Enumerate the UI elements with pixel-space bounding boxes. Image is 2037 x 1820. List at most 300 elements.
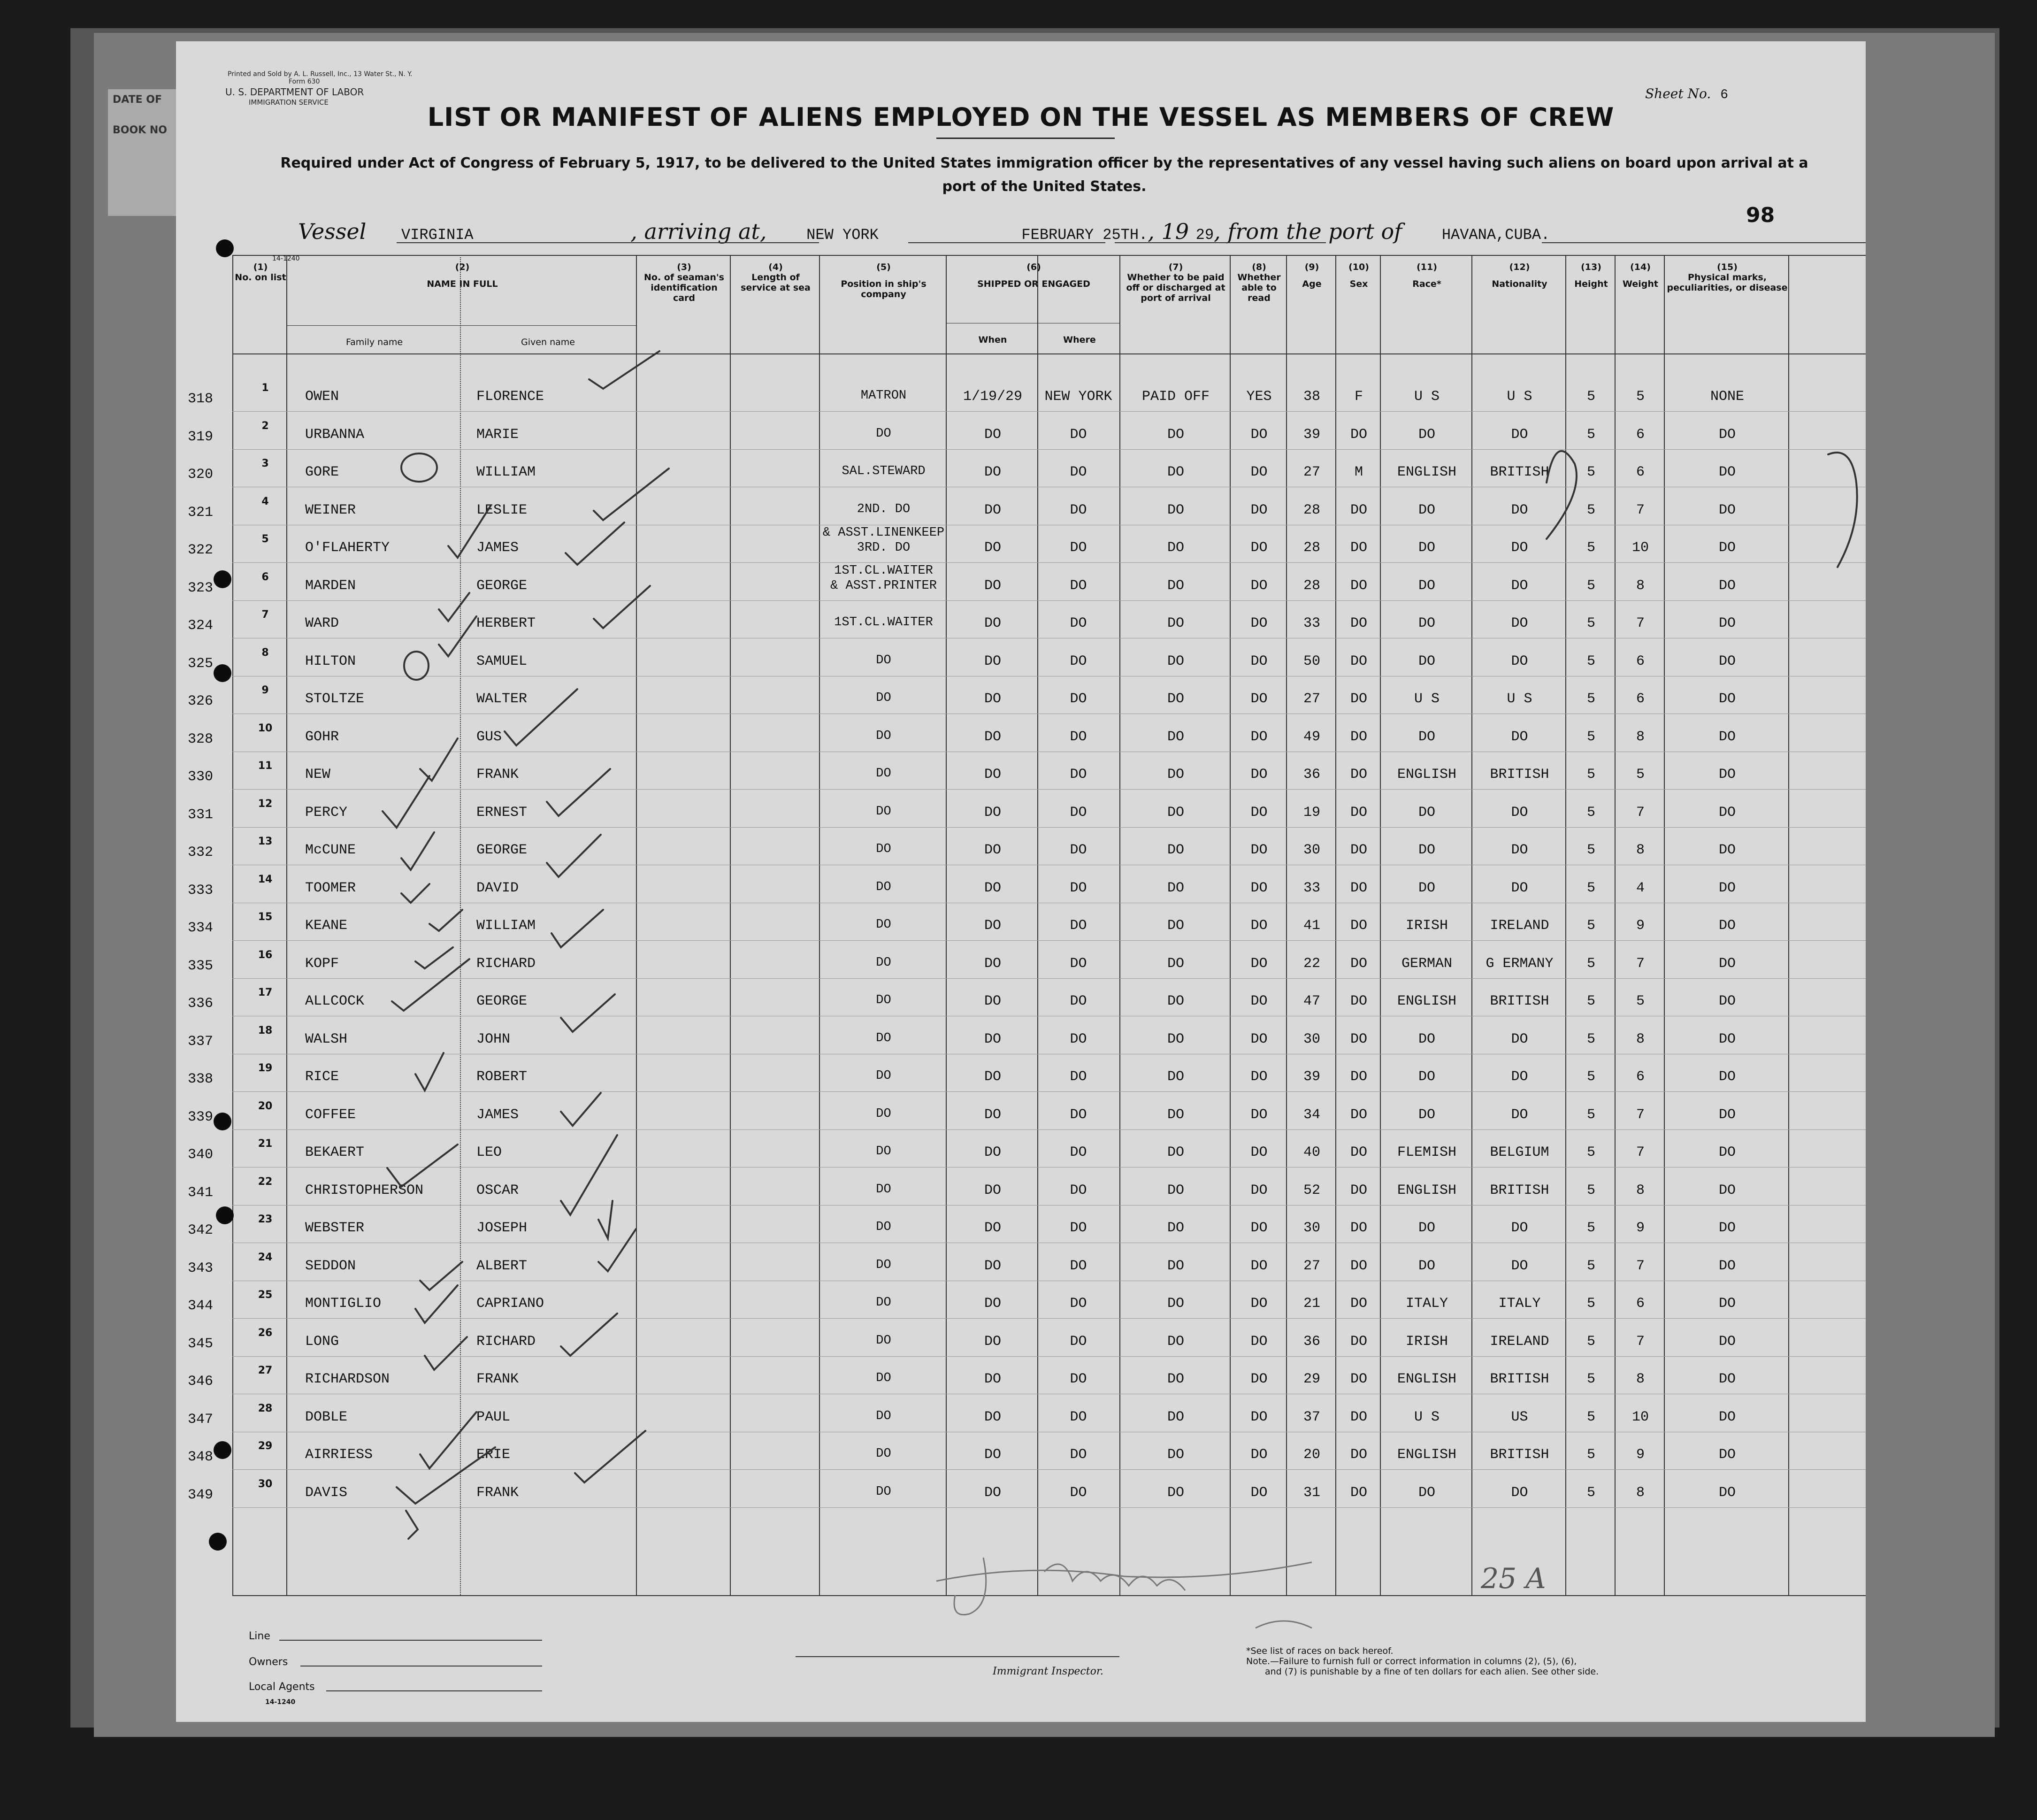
line-fill bbox=[279, 1640, 542, 1641]
row-ref-number: 333 bbox=[188, 882, 214, 898]
cell-given: JOHN bbox=[476, 1031, 511, 1047]
cell-when: DO bbox=[984, 729, 1001, 745]
cell-given: GEORGE bbox=[476, 842, 528, 858]
cell-when: DO bbox=[984, 880, 1001, 896]
cell-race: DO bbox=[1418, 1031, 1435, 1047]
cell-nat: DO bbox=[1511, 577, 1528, 594]
arrival-port: NEW YORK bbox=[806, 226, 879, 244]
col-header-10: (10) Sex bbox=[1348, 262, 1369, 289]
cell-sex: M bbox=[1354, 464, 1363, 480]
cell-sex: DO bbox=[1350, 1031, 1367, 1047]
cell-nat: BRITISH bbox=[1490, 1447, 1549, 1463]
cell-where: DO bbox=[1070, 1144, 1087, 1160]
cell-marks: NONE bbox=[1710, 389, 1744, 405]
cell-paid: DO bbox=[1167, 464, 1184, 480]
col-header-13: (13) Height bbox=[1574, 262, 1608, 289]
row-list-number: 10 bbox=[258, 722, 273, 734]
cell-paid: DO bbox=[1167, 1144, 1184, 1160]
cell-when: DO bbox=[984, 1031, 1001, 1047]
cell-sex: DO bbox=[1350, 502, 1367, 518]
cell-when: DO bbox=[984, 615, 1001, 631]
cell-marks: DO bbox=[1718, 1371, 1736, 1387]
cell-age: 30 bbox=[1303, 1031, 1320, 1047]
cell-paid: DO bbox=[1167, 955, 1184, 972]
cell-weight: 6 bbox=[1636, 691, 1645, 707]
cell-sex: DO bbox=[1350, 1220, 1367, 1236]
cell-paid: DO bbox=[1167, 502, 1184, 518]
row-ref-number: 321 bbox=[188, 504, 214, 521]
vessel-line: Vessel VIRGINIA , arriving at, NEW YORK FEBRUARY 25TH., 19 29, from the port of HAVANA,CUBA. bbox=[298, 219, 1550, 244]
sheet-number: Sheet No. 6 bbox=[1645, 86, 1729, 102]
cell-read: DO bbox=[1250, 502, 1268, 518]
col-header-6: (6) SHIPPED OR ENGAGED bbox=[977, 262, 1090, 289]
cell-position: DO bbox=[876, 1371, 891, 1385]
cell-read: DO bbox=[1250, 1371, 1268, 1387]
cell-height: 5 bbox=[1586, 1333, 1595, 1350]
row-ref-number: 338 bbox=[188, 1071, 214, 1087]
cell-when: DO bbox=[984, 1333, 1001, 1350]
row-list-number: 12 bbox=[258, 798, 273, 810]
cell-race: DO bbox=[1418, 1484, 1435, 1501]
cell-read: DO bbox=[1250, 653, 1268, 669]
row-ref-number: 345 bbox=[188, 1336, 214, 1352]
cell-read: DO bbox=[1250, 1220, 1268, 1236]
cell-race: GERMAN bbox=[1401, 955, 1453, 972]
cell-age: 33 bbox=[1303, 880, 1320, 896]
cell-sex: DO bbox=[1350, 426, 1367, 443]
cell-paid: DO bbox=[1167, 1447, 1184, 1463]
row-ref-number: 344 bbox=[188, 1298, 214, 1314]
cell-age: 33 bbox=[1303, 615, 1320, 631]
cell-position: DO bbox=[876, 1258, 891, 1272]
agents-fill bbox=[326, 1690, 542, 1691]
cell-family: WALSH bbox=[305, 1031, 348, 1047]
cell-given: LEO bbox=[476, 1144, 502, 1160]
cell-family: OWEN bbox=[305, 389, 339, 405]
row-list-number: 19 bbox=[258, 1062, 273, 1074]
cell-age: 27 bbox=[1303, 691, 1320, 707]
cell-position: DO bbox=[876, 653, 891, 668]
cell-read: DO bbox=[1250, 767, 1268, 783]
row-list-number: 4 bbox=[261, 495, 269, 507]
cell-read: DO bbox=[1250, 577, 1268, 594]
cell-when: DO bbox=[984, 1409, 1001, 1425]
row-list-number: 23 bbox=[258, 1213, 273, 1225]
cell-family: KOPF bbox=[305, 955, 339, 972]
cell-paid: DO bbox=[1167, 1220, 1184, 1236]
cell-race: DO bbox=[1418, 1220, 1435, 1236]
cell-weight: 6 bbox=[1636, 426, 1645, 443]
cell-weight: 8 bbox=[1636, 1371, 1645, 1387]
cell-nat: DO bbox=[1511, 729, 1528, 745]
row-list-number: 17 bbox=[258, 987, 273, 998]
cell-race: DO bbox=[1418, 804, 1435, 821]
cell-height: 5 bbox=[1586, 691, 1595, 707]
col-header-12: (12) Nationality bbox=[1492, 262, 1547, 289]
cell-read: DO bbox=[1250, 729, 1268, 745]
row-ref-number: 319 bbox=[188, 429, 214, 445]
cell-race: DO bbox=[1418, 615, 1435, 631]
cell-marks: DO bbox=[1718, 918, 1736, 934]
row-ref-number: 328 bbox=[188, 731, 214, 747]
cell-paid: PAID OFF bbox=[1141, 389, 1210, 405]
cell-height: 5 bbox=[1586, 464, 1595, 480]
cell-given: FLORENCE bbox=[476, 389, 544, 405]
cell-race: DO bbox=[1418, 502, 1435, 518]
agents-label: Local Agents bbox=[249, 1681, 315, 1693]
row-ref-number: 318 bbox=[188, 391, 214, 407]
row-list-number: 6 bbox=[261, 571, 269, 583]
cell-given: LESLIE bbox=[476, 502, 528, 518]
cell-given: MARIE bbox=[476, 426, 519, 443]
cell-marks: DO bbox=[1718, 729, 1736, 745]
cell-age: 49 bbox=[1303, 729, 1320, 745]
cell-sex: DO bbox=[1350, 1069, 1367, 1085]
cell-given: PAUL bbox=[476, 1409, 511, 1425]
arrival-year: 29 bbox=[1195, 226, 1214, 244]
cell-race: FLEMISH bbox=[1397, 1144, 1457, 1160]
cell-position: 2ND. DO bbox=[857, 502, 911, 516]
cell-position: DO bbox=[876, 1333, 891, 1348]
row-list-number: 11 bbox=[258, 760, 273, 772]
cell-nat: DO bbox=[1511, 842, 1528, 858]
cell-given: WILLIAM bbox=[476, 918, 536, 934]
cell-given: JAMES bbox=[476, 540, 519, 556]
cell-paid: DO bbox=[1167, 767, 1184, 783]
cell-nat: DO bbox=[1511, 1258, 1528, 1274]
cell-paid: DO bbox=[1167, 1031, 1184, 1047]
cell-family: AIRRIESS bbox=[305, 1447, 373, 1463]
cell-marks: DO bbox=[1718, 880, 1736, 896]
cell-marks: DO bbox=[1718, 615, 1736, 631]
cell-age: 41 bbox=[1303, 918, 1320, 934]
cell-age: 20 bbox=[1303, 1447, 1320, 1463]
row-ref-number: 324 bbox=[188, 618, 214, 634]
handwritten-count: 25 A bbox=[1481, 1562, 1546, 1595]
cell-weight: 8 bbox=[1636, 1031, 1645, 1047]
cell-race: DO bbox=[1418, 577, 1435, 594]
cell-weight: 7 bbox=[1636, 955, 1645, 972]
cell-race: DO bbox=[1418, 842, 1435, 858]
row-ref-number: 335 bbox=[188, 958, 214, 974]
cell-weight: 8 bbox=[1636, 577, 1645, 594]
cell-marks: DO bbox=[1718, 993, 1736, 1009]
cell-family: WEINER bbox=[305, 502, 356, 518]
cell-paid: DO bbox=[1167, 653, 1184, 669]
cell-read: DO bbox=[1250, 1484, 1268, 1501]
cell-marks: DO bbox=[1718, 1182, 1736, 1198]
cell-family: KEANE bbox=[305, 918, 348, 934]
cell-sex: DO bbox=[1350, 1409, 1367, 1425]
cell-family: MARDEN bbox=[305, 577, 356, 594]
cell-weight: 8 bbox=[1636, 729, 1645, 745]
cell-nat: U S bbox=[1507, 389, 1532, 405]
cell-position: DO bbox=[876, 1484, 891, 1499]
cell-family: HILTON bbox=[305, 653, 356, 669]
cell-given: FRANK bbox=[476, 1371, 519, 1387]
cell-given: OSCAR bbox=[476, 1182, 519, 1198]
cell-given: RICHARD bbox=[476, 1333, 536, 1350]
cell-weight: 7 bbox=[1636, 502, 1645, 518]
cell-sex: DO bbox=[1350, 691, 1367, 707]
cell-nat: DO bbox=[1511, 1220, 1528, 1236]
cell-where: DO bbox=[1070, 1296, 1087, 1312]
cell-where: DO bbox=[1070, 1409, 1087, 1425]
row-ref-number: 337 bbox=[188, 1033, 214, 1050]
cell-where: DO bbox=[1070, 502, 1087, 518]
cell-read: DO bbox=[1250, 1258, 1268, 1274]
cell-where: DO bbox=[1070, 955, 1087, 972]
row-ref-number: 343 bbox=[188, 1260, 214, 1276]
cell-when: 1/19/29 bbox=[963, 389, 1023, 405]
cell-position: DO bbox=[876, 842, 891, 856]
row-list-number: 14 bbox=[258, 873, 273, 885]
col-header-4: (4) Length of service at sea bbox=[741, 262, 811, 293]
cell-paid: DO bbox=[1167, 842, 1184, 858]
row-ref-number: 339 bbox=[188, 1109, 214, 1125]
cell-where: DO bbox=[1070, 577, 1087, 594]
row-list-number: 26 bbox=[258, 1327, 273, 1339]
cell-read: DO bbox=[1250, 1296, 1268, 1312]
line-label: Line bbox=[249, 1630, 270, 1642]
cell-read: DO bbox=[1250, 1144, 1268, 1160]
cell-family: PERCY bbox=[305, 804, 348, 821]
row-list-number: 13 bbox=[258, 836, 273, 847]
cell-weight: 9 bbox=[1636, 918, 1645, 934]
pen-check-marks bbox=[176, 41, 1866, 1722]
departure-port: HAVANA,CUBA. bbox=[1441, 226, 1550, 244]
cell-read: DO bbox=[1250, 615, 1268, 631]
row-ref-number: 346 bbox=[188, 1374, 214, 1390]
cell-family: CHRISTOPHERSON bbox=[305, 1182, 424, 1198]
cell-where: DO bbox=[1070, 464, 1087, 480]
row-list-number: 16 bbox=[258, 949, 273, 961]
service: IMMIGRATION SERVICE bbox=[249, 98, 329, 107]
col-header-8: (8) Whether able to read bbox=[1237, 262, 1281, 303]
cell-weight: 7 bbox=[1636, 1258, 1645, 1274]
cell-nat: DO bbox=[1511, 1031, 1528, 1047]
cell-sex: DO bbox=[1350, 767, 1367, 783]
row-list-number: 18 bbox=[258, 1024, 273, 1037]
cell-marks: DO bbox=[1718, 1296, 1736, 1312]
cell-position: DO bbox=[876, 804, 891, 819]
cell-weight: 8 bbox=[1636, 1484, 1645, 1501]
cell-marks: DO bbox=[1718, 1220, 1736, 1236]
binding-hole bbox=[216, 1206, 234, 1224]
cell-age: 36 bbox=[1303, 767, 1320, 783]
cell-weight: 4 bbox=[1636, 880, 1645, 896]
row-list-number: 27 bbox=[258, 1365, 273, 1376]
cell-given: WALTER bbox=[476, 691, 528, 707]
cell-position: DO bbox=[876, 767, 891, 781]
cell-sex: DO bbox=[1350, 615, 1367, 631]
cell-family: McCUNE bbox=[305, 842, 356, 858]
cell-when: DO bbox=[984, 1182, 1001, 1198]
cell-read: DO bbox=[1250, 993, 1268, 1009]
cell-sex: DO bbox=[1350, 880, 1367, 896]
cell-read: DO bbox=[1250, 1333, 1268, 1350]
cell-height: 5 bbox=[1586, 1371, 1595, 1387]
row-list-number: 7 bbox=[261, 609, 269, 621]
cell-race: DO bbox=[1418, 729, 1435, 745]
cell-marks: DO bbox=[1718, 426, 1736, 443]
cell-weight: 7 bbox=[1636, 804, 1645, 821]
cell-paid: DO bbox=[1167, 804, 1184, 821]
cell-read: DO bbox=[1250, 918, 1268, 934]
cell-height: 5 bbox=[1586, 1447, 1595, 1463]
inspector-signature-line bbox=[796, 1656, 1119, 1657]
cell-age: 22 bbox=[1303, 955, 1320, 972]
cell-marks: DO bbox=[1718, 502, 1736, 518]
cell-race: DO bbox=[1418, 540, 1435, 556]
row-list-number: 28 bbox=[258, 1402, 273, 1414]
cell-height: 5 bbox=[1586, 653, 1595, 669]
row-list-number: 3 bbox=[261, 458, 269, 469]
cell-nat: G ERMANY bbox=[1486, 955, 1554, 972]
cell-when: DO bbox=[984, 653, 1001, 669]
cell-nat: DO bbox=[1511, 1069, 1528, 1085]
cell-when: DO bbox=[984, 426, 1001, 443]
cell-position: & ASST.LINENKEEP bbox=[822, 526, 945, 540]
cell-nat: BELGIUM bbox=[1490, 1144, 1549, 1160]
cell-when: DO bbox=[984, 540, 1001, 556]
cell-when: DO bbox=[984, 842, 1001, 858]
cell-age: 36 bbox=[1303, 1333, 1320, 1350]
col-header-5: (5) Position in ship's company bbox=[841, 262, 927, 299]
cell-read: DO bbox=[1250, 955, 1268, 972]
cell-race: DO bbox=[1418, 1106, 1435, 1123]
cell-age: 27 bbox=[1303, 464, 1320, 480]
cell-sex: DO bbox=[1350, 729, 1367, 745]
cell-position: DO bbox=[876, 1182, 891, 1197]
row-list-number: 21 bbox=[258, 1138, 273, 1150]
cell-age: 37 bbox=[1303, 1409, 1320, 1425]
cell-paid: DO bbox=[1167, 1258, 1184, 1274]
cell-weight: 6 bbox=[1636, 464, 1645, 480]
cell-height: 5 bbox=[1586, 426, 1595, 443]
cell-sex: F bbox=[1354, 389, 1363, 405]
cell-height: 5 bbox=[1586, 804, 1595, 821]
cell-weight: 8 bbox=[1636, 1182, 1645, 1198]
cell-age: 30 bbox=[1303, 1220, 1320, 1236]
cell-where: DO bbox=[1070, 1069, 1087, 1085]
form-number: Form 630 bbox=[289, 78, 320, 85]
cell-nat: BRITISH bbox=[1490, 767, 1549, 783]
cell-when: DO bbox=[984, 577, 1001, 594]
cell-when: DO bbox=[984, 1069, 1001, 1085]
cell-sex: DO bbox=[1350, 1296, 1367, 1312]
row-ref-number: 326 bbox=[188, 693, 214, 709]
inspector-label: Immigrant Inspector. bbox=[993, 1666, 1103, 1677]
cell-weight: 7 bbox=[1636, 615, 1645, 631]
cell-height: 5 bbox=[1586, 729, 1595, 745]
binding-hole bbox=[214, 664, 231, 682]
col-header-family: Family name bbox=[345, 337, 403, 347]
cell-height: 5 bbox=[1586, 1069, 1595, 1085]
cell-race: DO bbox=[1418, 653, 1435, 669]
cell-nat: DO bbox=[1511, 804, 1528, 821]
cell-given: RICHARD bbox=[476, 955, 536, 972]
cell-paid: DO bbox=[1167, 1106, 1184, 1123]
cell-height: 5 bbox=[1586, 1258, 1595, 1274]
cell-height: 5 bbox=[1586, 1484, 1595, 1501]
cell-nat: U S bbox=[1507, 691, 1532, 707]
cell-given: FRANK bbox=[476, 1484, 519, 1501]
cell-paid: DO bbox=[1167, 1371, 1184, 1387]
cell-height: 5 bbox=[1586, 540, 1595, 556]
cell-height: 5 bbox=[1586, 1144, 1595, 1160]
cell-where: DO bbox=[1070, 1031, 1087, 1047]
cell-position: DO bbox=[876, 426, 891, 441]
cell-marks: DO bbox=[1718, 1106, 1736, 1123]
cell-read: DO bbox=[1250, 842, 1268, 858]
cell-when: DO bbox=[984, 804, 1001, 821]
cell-read: DO bbox=[1250, 804, 1268, 821]
cell-age: 28 bbox=[1303, 540, 1320, 556]
cell-family: TOOMER bbox=[305, 880, 356, 896]
cell-age: 31 bbox=[1303, 1484, 1320, 1501]
cell-family: BEKAERT bbox=[305, 1144, 365, 1160]
cell-read: DO bbox=[1250, 1182, 1268, 1198]
cell-age: 21 bbox=[1303, 1296, 1320, 1312]
cell-where: DO bbox=[1070, 540, 1087, 556]
cell-paid: DO bbox=[1167, 1484, 1184, 1501]
cell-marks: DO bbox=[1718, 842, 1736, 858]
cell-height: 5 bbox=[1586, 955, 1595, 972]
cell-weight: 5 bbox=[1636, 767, 1645, 783]
binding-hole bbox=[209, 1533, 227, 1551]
cell-weight: 6 bbox=[1636, 653, 1645, 669]
cell-family: GOHR bbox=[305, 729, 339, 745]
cell-sex: DO bbox=[1350, 1333, 1367, 1350]
cell-marks: DO bbox=[1718, 1031, 1736, 1047]
binding-hole bbox=[214, 570, 231, 588]
cell-position-line2: 3RD. DO bbox=[857, 541, 911, 555]
cell-given: GEORGE bbox=[476, 577, 528, 594]
row-ref-number: 348 bbox=[188, 1449, 214, 1465]
cell-sex: DO bbox=[1350, 1182, 1367, 1198]
cell-position: DO bbox=[876, 1296, 891, 1310]
cell-age: 30 bbox=[1303, 842, 1320, 858]
col-header-where: Where bbox=[1063, 335, 1096, 345]
cell-sex: DO bbox=[1350, 955, 1367, 972]
col-header-2: (2) NAME IN FULL bbox=[427, 262, 498, 289]
cell-when: DO bbox=[984, 691, 1001, 707]
row-ref-number: 334 bbox=[188, 920, 214, 936]
cell-sex: DO bbox=[1350, 804, 1367, 821]
cell-where: DO bbox=[1070, 691, 1087, 707]
cell-marks: DO bbox=[1718, 1484, 1736, 1501]
cell-marks: DO bbox=[1718, 1144, 1736, 1160]
cell-height: 5 bbox=[1586, 615, 1595, 631]
cell-where: DO bbox=[1070, 729, 1087, 745]
cell-height: 5 bbox=[1586, 1220, 1595, 1236]
cell-marks: DO bbox=[1718, 1258, 1736, 1274]
row-list-number: 25 bbox=[258, 1289, 273, 1301]
cell-sex: DO bbox=[1350, 1106, 1367, 1123]
row-ref-number: 340 bbox=[188, 1147, 214, 1163]
cell-family: MONTIGLIO bbox=[305, 1296, 382, 1312]
cell-paid: DO bbox=[1167, 1296, 1184, 1312]
cell-marks: DO bbox=[1718, 804, 1736, 821]
cell-height: 5 bbox=[1586, 1031, 1595, 1047]
vessel-name: VIRGINIA bbox=[401, 226, 474, 244]
cell-paid: DO bbox=[1167, 880, 1184, 896]
arrival-date: FEBRUARY 25TH. bbox=[1021, 226, 1148, 244]
cell-when: DO bbox=[984, 767, 1001, 783]
cell-paid: DO bbox=[1167, 993, 1184, 1009]
cell-nat: DO bbox=[1511, 880, 1528, 896]
